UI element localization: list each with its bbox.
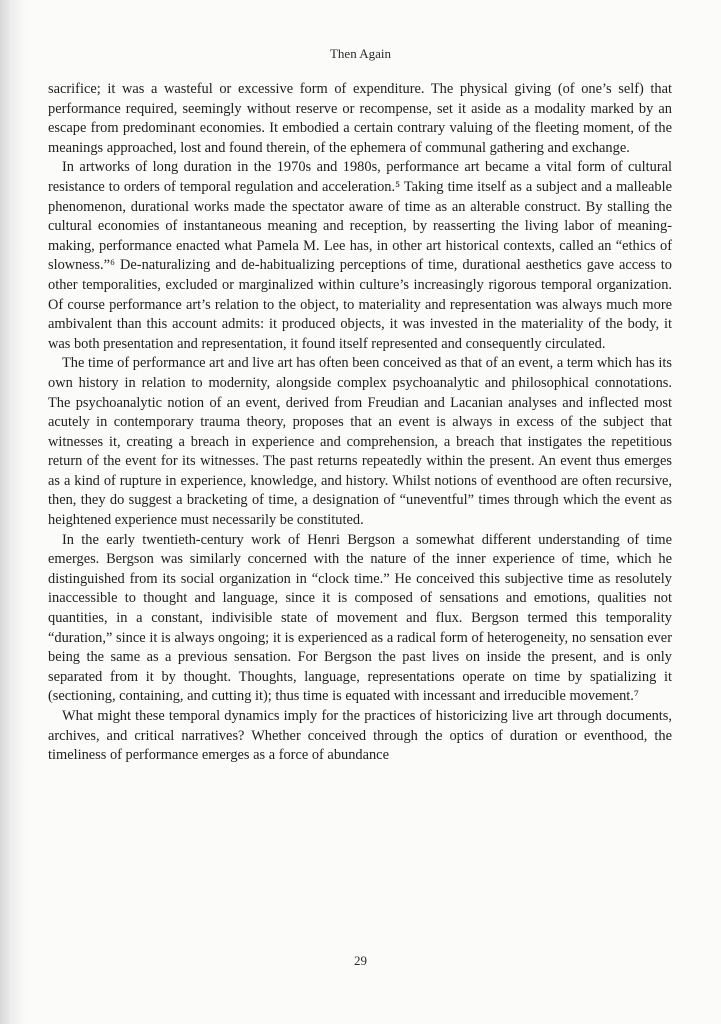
page-number: 29	[354, 953, 367, 968]
body-text	[48, 80, 672, 766]
running-head: Then Again	[329, 46, 391, 61]
paragraph: sacrifice; it was a wasteful or excessive form of expenditure. The physical giving (of one’s self) that performance required, seemingly without reserve or recompense, set it aside as a modality marked by an escape from predominant economies. It embodied a certain contrary valuing of the fleeting moment, of the meanings approached, lost and found therein, of the ephemera of communal gathering and exchange.	[48, 81, 672, 156]
paragraph: In artworks of long duration in the 1970s and 1980s, performance art became a vital form of cultural resistance to orders of temporal regulation and acceleration.⁵ Taking time itself as a subject and a malleable phenomenon, durational works made the spectator aware of time as an alterable construct. By stalling the cultural economies of instantaneous meaning and reception, by reasserting the living labor of meaning-making, performance enacted what Pamela M. Lee has, in other art historical contexts, called an “ethics of slowness.”⁶ De-naturalizing and de-habitualizing perceptions of time, durational aesthetics gave access to other temporalities, excluded or marginalized within culture’s increasingly rigorous temporal organization. Of course performance art’s relation to the object, to materiality and representation was always much more ambivalent than this account admits: it produced objects, it was invested in the materiality of the body, it was both presentation and representation, it found itself represented and consequently circulated.	[48, 159, 672, 352]
paragraph: What might these temporal dynamics imply for the practices of historicizing live art through documents, archives, and critical narratives? Whether conceived through the optics of duration or eventhood, the timeliness of performance emerges as a force of abundance	[48, 708, 672, 764]
paragraph: The time of performance art and live art has often been conceived as that of an event, a term which has its own history in relation to modernity, alongside complex psychoanalytic and philosophical connotations. The psychoanalytic notion of an event, derived from Freudian and Lacanian analyses and inflected most acutely in contemporary trauma theory, proposes that an event is always in excess of the subject that witnesses it, creating a breach in experience and comprehension, a breach that instigates the repetitious return of the event for its witnesses. The past returns repeatedly within the present. An event thus emerges as a kind of rupture in experience, knowledge, and history. Whilst notions of eventhood are often recursive, then, they do suggest a bracketing of time, a designation of “uneventful” times through which the event as heightened experience must necessarily be constituted.	[48, 355, 672, 529]
paragraph: In the early twentieth-century work of Henri Bergson a somewhat different understanding of time emerges. Bergson was similarly concerned with the nature of the inner experience of time, which he distinguished from its social organization in “clock time.” He conceived this subjective time as resolutely inaccessible to thought and language, since it is composed of sensations and emotions, qualities not quantities, in a constant, indivisible state of movement and flux. Bergson termed this temporality “duration,” since it is always ongoing; it is experienced as a radical form of heterogeneity, no sensation ever being the same as a previous sensation. For Bergson the past lives on inside the present, and is only separated from it by thought. Thoughts, language, representations operate on time by spatializing it (sectioning, containing, and cutting it); thus time is equated with incessant and irreducible movement.⁷	[48, 531, 672, 705]
page-gutter-shadow	[0, 0, 26, 1024]
